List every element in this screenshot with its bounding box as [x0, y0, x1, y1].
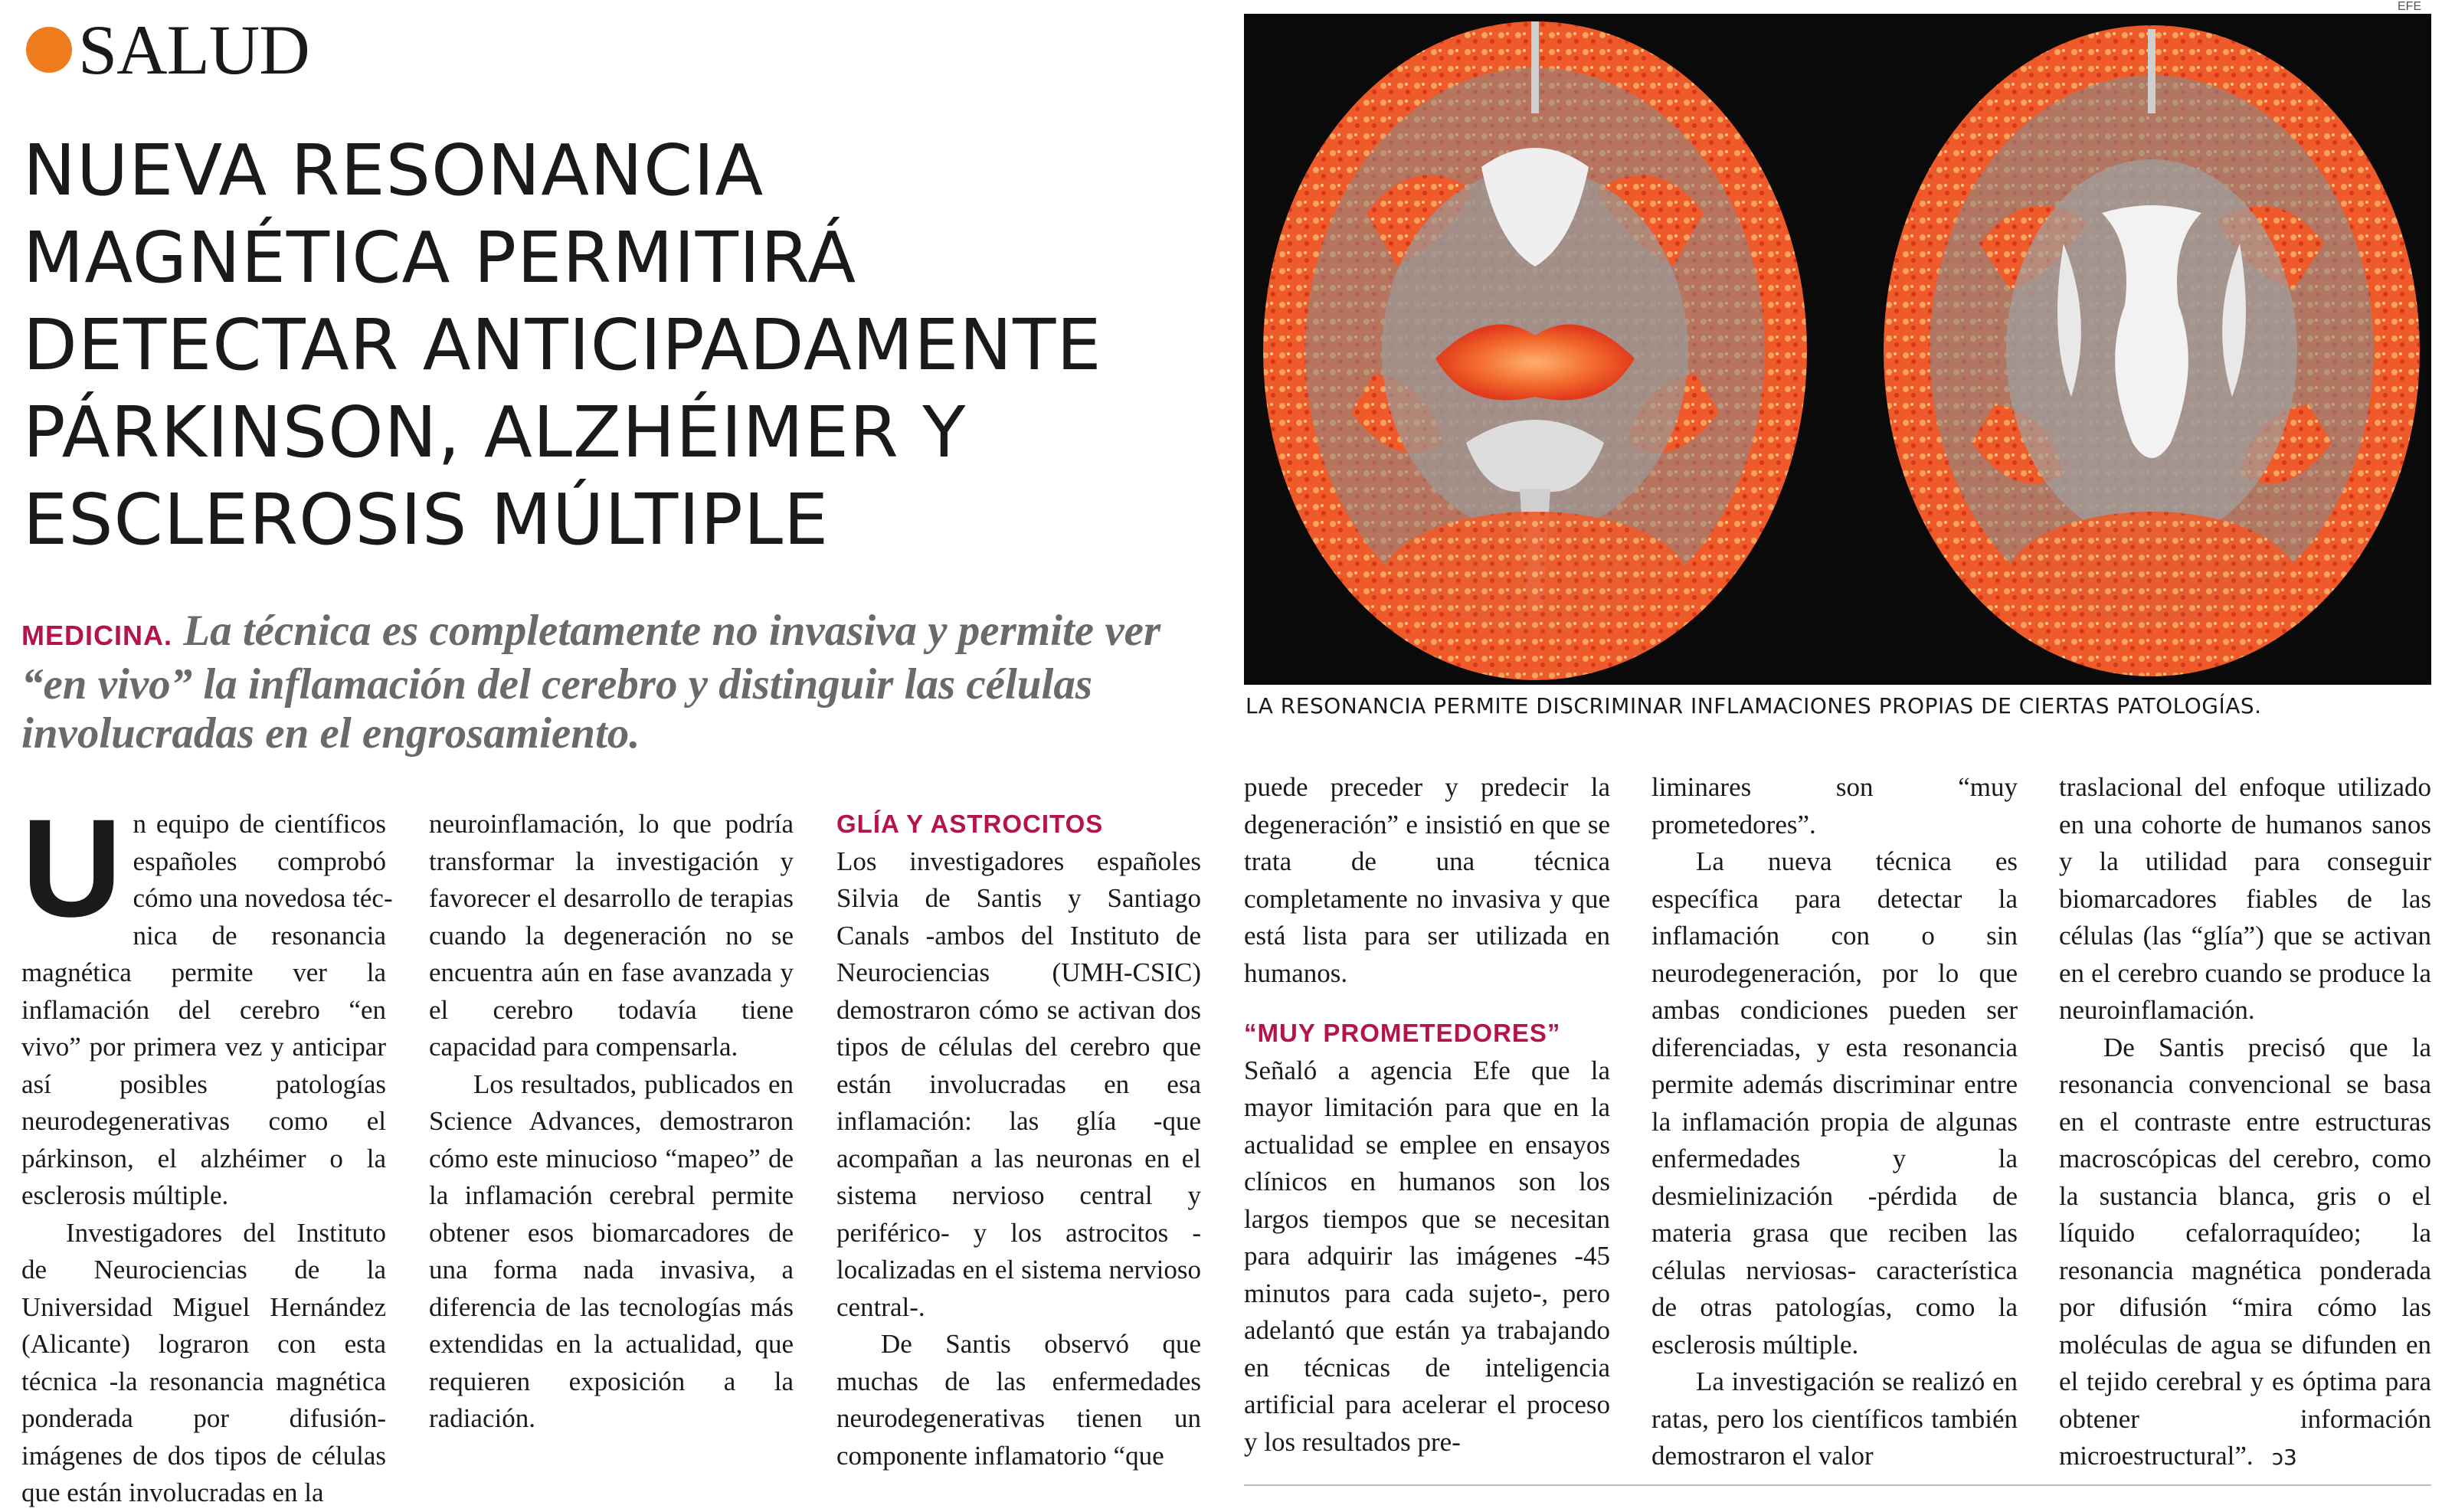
- body-paragraph: nica de resonancia magnética permite ver la inflamación del cerebro “en vivo” por primera vez y anticipar así posibles patologías neurodegenerativas como el párkinson, el alzhéimer o la esclerosis múltiple.: [21, 920, 386, 1210]
- subhead-glia: GLÍA Y ASTROCITOS: [836, 810, 1104, 838]
- body-paragraph: traslacional del enfoque utilizado en una cohorte de humanos sanos y la utilidad para conseguir biomarcadores fiables de las células (las “glía”) que se activan en el cerebro cuando se produce la neuroinflamación.: [2059, 772, 2431, 1025]
- brain-right: [1884, 25, 2420, 676]
- standfirst-text: La técnica es completamente no invasiva y permite ver “en vivo” la inflamación del cerebro y distinguir las células involucradas en el engrosamiento.: [21, 607, 1161, 758]
- brain-left: [1263, 21, 1807, 680]
- body-paragraph: puede preceder y predecir la degeneración” e insistió en que se trata de una técnica completamente no invasiva y que está lista para ser utilizada en humanos.: [1244, 772, 1610, 988]
- headline: [23, 127, 1218, 564]
- section-dot-icon: [26, 27, 72, 73]
- end-mark-icon: ↄ3: [2271, 1445, 2297, 1470]
- body-column-3: [836, 806, 1201, 1480]
- body-paragraph-text: De Santis precisó que la resonancia convencional se basa en el contraste entre estructuras macroscópicas del cerebro, como la sustancia blanca, gris o el líquido cefalorraquídeo; la resonancia magnética ponderada por difusión “mira cómo las moléculas de agua se difunden en el tejido cerebral y es óptima para obtener información microestructural”.: [2059, 1032, 2431, 1471]
- body-column-5: [1651, 769, 2018, 1481]
- brain-scan-illustration: [1244, 14, 2431, 685]
- standfirst-kicker: MEDICINA.: [21, 620, 172, 651]
- headline-line: DETECTAR ANTICIPADAMENTE: [23, 304, 1102, 386]
- body-column-4: [1244, 769, 1610, 1481]
- photo-credit: EFE: [2398, 0, 2422, 13]
- body-column-6: [2059, 769, 2431, 1481]
- body-paragraph: Los investigadores españoles Silvia de Santis y Santiago Canals -ambos del Instituto de Neurociencias (UMH-CSIC) demostraron cómo se activan dos tipos de células del cerebro que están involucradas en esa inflamación: las glía -que acompañan a las neuronas en el sistema nervioso central y periférico- y los astrocitos -localizadas en el sistema nervioso central-.: [836, 846, 1201, 1322]
- body-paragraph: neuroinflamación, lo que podría transformar la investigación y favorecer el desarrollo de terapias cuando la degeneración no se encuentra aún en fase avanzada y el cerebro todavía tiene capacidad para compensarla.: [429, 809, 794, 1062]
- section-tag: [26, 11, 309, 89]
- body-paragraph: De Santis observó que muchas de las enfermedades neurodegenerativas tienen un componente inflamatorio “que: [836, 1329, 1201, 1471]
- body-paragraph: Investigadores del Instituto de Neurociencias de la Universidad Miguel Hernández (Alicante) lograron con esta técnica -la resonancia magnética ponderada por difusión- imágenes de dos tipos de células que están involucradas en la: [21, 1217, 386, 1507]
- spacer: [1244, 992, 1610, 1015]
- body-paragraph: La investigación se realizó en ratas, pero los científicos también demostraron el valor: [1651, 1366, 2018, 1471]
- body-paragraph: La nueva técnica es específica para detectar la inflamación con o sin neurodegeneración, por lo que ambas condiciones pueden ser diferenciadas, y esta resonancia permite además discriminar entre la inflamación propia de algunas enfermedades y la desmielinización -pérdida de materia grasa que reciben las células nerviosas- característica de otras patologías, como la esclerosis múltiple.: [1651, 846, 2018, 1360]
- headline-line: ESCLEROSIS MÚLTIPLE: [23, 479, 830, 561]
- body-line: cómo una novedosa téc-: [133, 883, 393, 913]
- headline-line: NUEVA RESONANCIA: [23, 129, 764, 211]
- body-line: n equipo de científicos: [133, 809, 386, 839]
- headline-line: PÁRKINSON, ALZHÉIMER Y: [23, 391, 967, 473]
- dropcap: U: [21, 790, 123, 946]
- body-line: españoles comprobó: [133, 846, 386, 876]
- headline-line: MAGNÉTICA PERMITIRÁ: [23, 217, 857, 299]
- body-paragraph: [2059, 1029, 2431, 1477]
- bottom-rule: [1244, 1484, 2431, 1486]
- body-column-2: [429, 806, 794, 1480]
- photo-caption: LA RESONANCIA PERMITE DISCRIMINAR INFLAMACIONES PROPIAS DE CIERTAS PATOLOGÍAS.: [1246, 693, 2262, 718]
- body-paragraph: Los resultados, publicados en Science Advances, demostraron cómo este minucioso “mapeo” de la inflamación cerebral permite obtener esos biomarcadores de una forma nada invasiva, a diferencia de las tecnologías más extendidas en la actualidad, que requieren exposición a la radiación.: [429, 1069, 794, 1433]
- body-paragraph: liminares son “muy prometedores”.: [1651, 772, 2018, 839]
- section-label: SALUD: [78, 11, 309, 89]
- body-column-1: [21, 790, 393, 1507]
- subhead-prometedores: “MUY PROMETEDORES”: [1244, 1019, 1561, 1047]
- brain-mri-photo: [1244, 14, 2431, 685]
- body-paragraph: Señaló a agencia Efe que la mayor limitación para que en la actualidad se emplee en ensayos clínicos en humanos son los largos tiempos que se necesitan para adquirir las imágenes -45 minutos para cada sujeto-, pero adelantó que están ya trabajando en técnicas de inteligencia artificial para acelerar el proceso y los resultados pre-: [1244, 1055, 1610, 1457]
- standfirst: [21, 607, 1216, 758]
